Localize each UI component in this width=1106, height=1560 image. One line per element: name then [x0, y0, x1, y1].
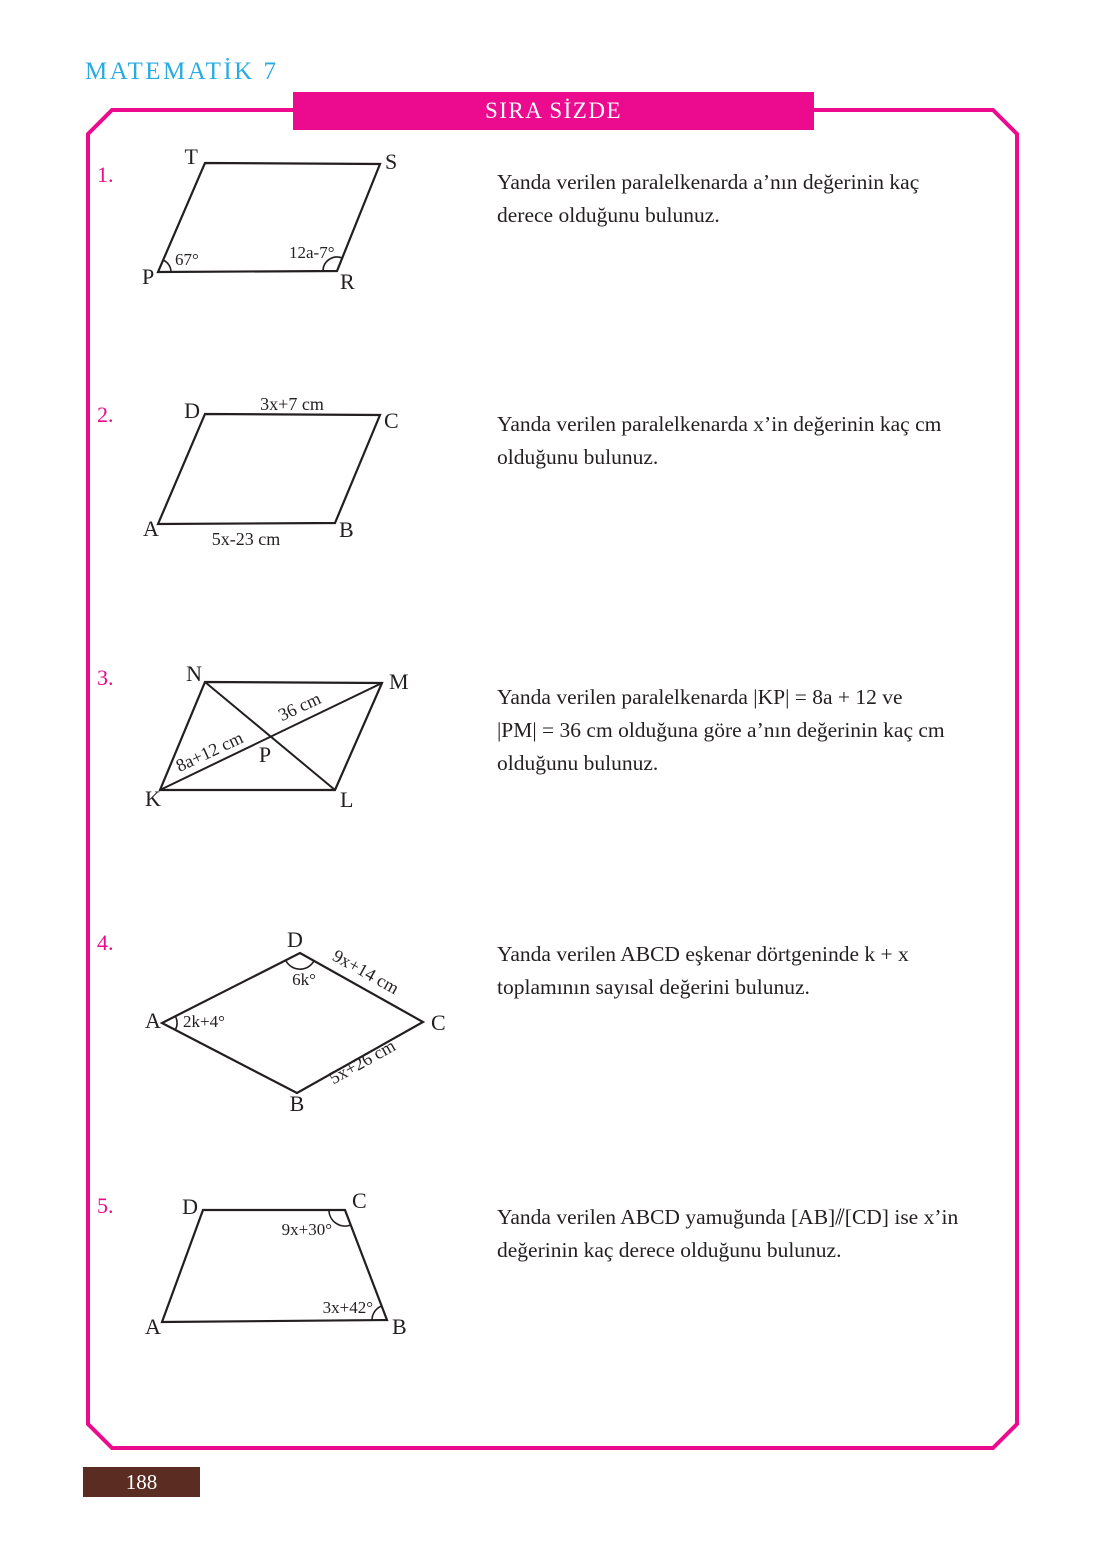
problem-text-line: olduğunu bulunuz. [497, 445, 659, 469]
angle-arc-d [286, 960, 314, 969]
parallelogram-shape [158, 414, 380, 524]
problem-text-line: derece olduğunu bulunuz. [497, 203, 720, 227]
problem-text-line: Yanda verilen ABCD yamuğunda [AB]⫽[CD] ise x’in [497, 1205, 959, 1229]
problem-4-number: 4. [97, 930, 114, 955]
angle-label-b: 3x+42° [322, 1298, 373, 1317]
problem-text-line: değerinin kaç derece olduğunu bulunuz. [497, 1238, 842, 1262]
problem-text-line: Yanda verilen paralelkenarda a’nın değerinin kaç [497, 170, 920, 194]
vertex-label-b: B [339, 517, 354, 542]
problem-text-line: Yanda verilen paralelkenarda |KP| = 8a + 12 ve [497, 685, 903, 709]
side-label-bc: 5x+26 cm [325, 1035, 399, 1089]
vertex-label-c: C [384, 408, 399, 433]
problem-3-number: 3. [97, 665, 114, 690]
problem-2-text [497, 408, 1017, 474]
vertex-label-d: D [287, 928, 303, 952]
problem-3-text [497, 681, 1017, 780]
segment-label-kp: 8a+12 cm [172, 727, 247, 776]
problem-text-line: |PM| = 36 cm olduğuna göre a’nın değerinin kaç cm [497, 718, 945, 742]
angle-arc-p [163, 260, 171, 272]
vertex-label-d: D [182, 1194, 198, 1219]
vertex-label-t: T [184, 144, 198, 169]
angle-arc-a [175, 1016, 177, 1030]
problem-text-line: Yanda verilen ABCD eşkenar dörtgeninde k + x [497, 942, 909, 966]
angle-label-a: 2k+4° [183, 1012, 225, 1031]
angle-label-r: 12a-7° [289, 243, 335, 262]
problem-4-text [497, 938, 1017, 1004]
vertex-label-p: P [142, 264, 155, 289]
vertex-label-b: B [289, 1091, 305, 1116]
problem-2-number: 2. [97, 402, 114, 427]
problem-5-figure [140, 1192, 430, 1347]
vertex-label-m: M [389, 669, 409, 694]
vertex-label-c: C [431, 1010, 446, 1035]
problem-5-number: 5. [97, 1193, 114, 1218]
section-banner [293, 92, 814, 130]
problem-3-figure [140, 658, 420, 818]
angle-label-p: 67° [175, 250, 199, 269]
angle-label-c: 9x+30° [281, 1220, 332, 1239]
vertex-label-r: R [340, 269, 355, 292]
vertex-label-b: B [392, 1314, 407, 1339]
vertex-label-n: N [186, 661, 202, 686]
vertex-label-a: A [145, 1008, 161, 1033]
vertex-label-a: A [145, 1314, 161, 1339]
side-label-top: 3x+7 cm [260, 394, 324, 414]
problem-text-line: Yanda verilen paralelkenarda x’in değerinin kaç cm [497, 412, 942, 436]
side-label-dc: 9x+14 cm [329, 945, 403, 999]
angle-label-d: 6k° [292, 970, 316, 989]
vertex-label-l: L [340, 787, 354, 812]
course-label: MATEMATİK 7 [85, 58, 279, 85]
problem-text-line: toplamının sayısal değerini bulunuz. [497, 975, 810, 999]
problem-text-line: olduğunu bulunuz. [497, 751, 659, 775]
problem-2-figure [140, 388, 405, 553]
vertex-label-s: S [385, 149, 398, 174]
vertex-label-d: D [184, 398, 200, 423]
vertex-label-k: K [145, 786, 161, 811]
section-title: SIRA SİZDE [484, 98, 623, 123]
angle-arc-b [372, 1306, 382, 1320]
problem-1-figure [140, 142, 405, 292]
page-number: 188 [125, 1469, 158, 1494]
center-label-p: P [258, 742, 272, 767]
problem-1-text [497, 166, 1017, 232]
vertex-label-c: C [352, 1192, 367, 1213]
side-label-bottom: 5x-23 cm [211, 529, 281, 549]
problem-1-number: 1. [97, 162, 114, 187]
problem-5-text [497, 1201, 1017, 1267]
segment-label-pm: 36 cm [275, 688, 324, 726]
page-number-box [83, 1467, 200, 1497]
problem-4-figure [140, 928, 460, 1120]
vertex-label-a: A [143, 516, 159, 541]
